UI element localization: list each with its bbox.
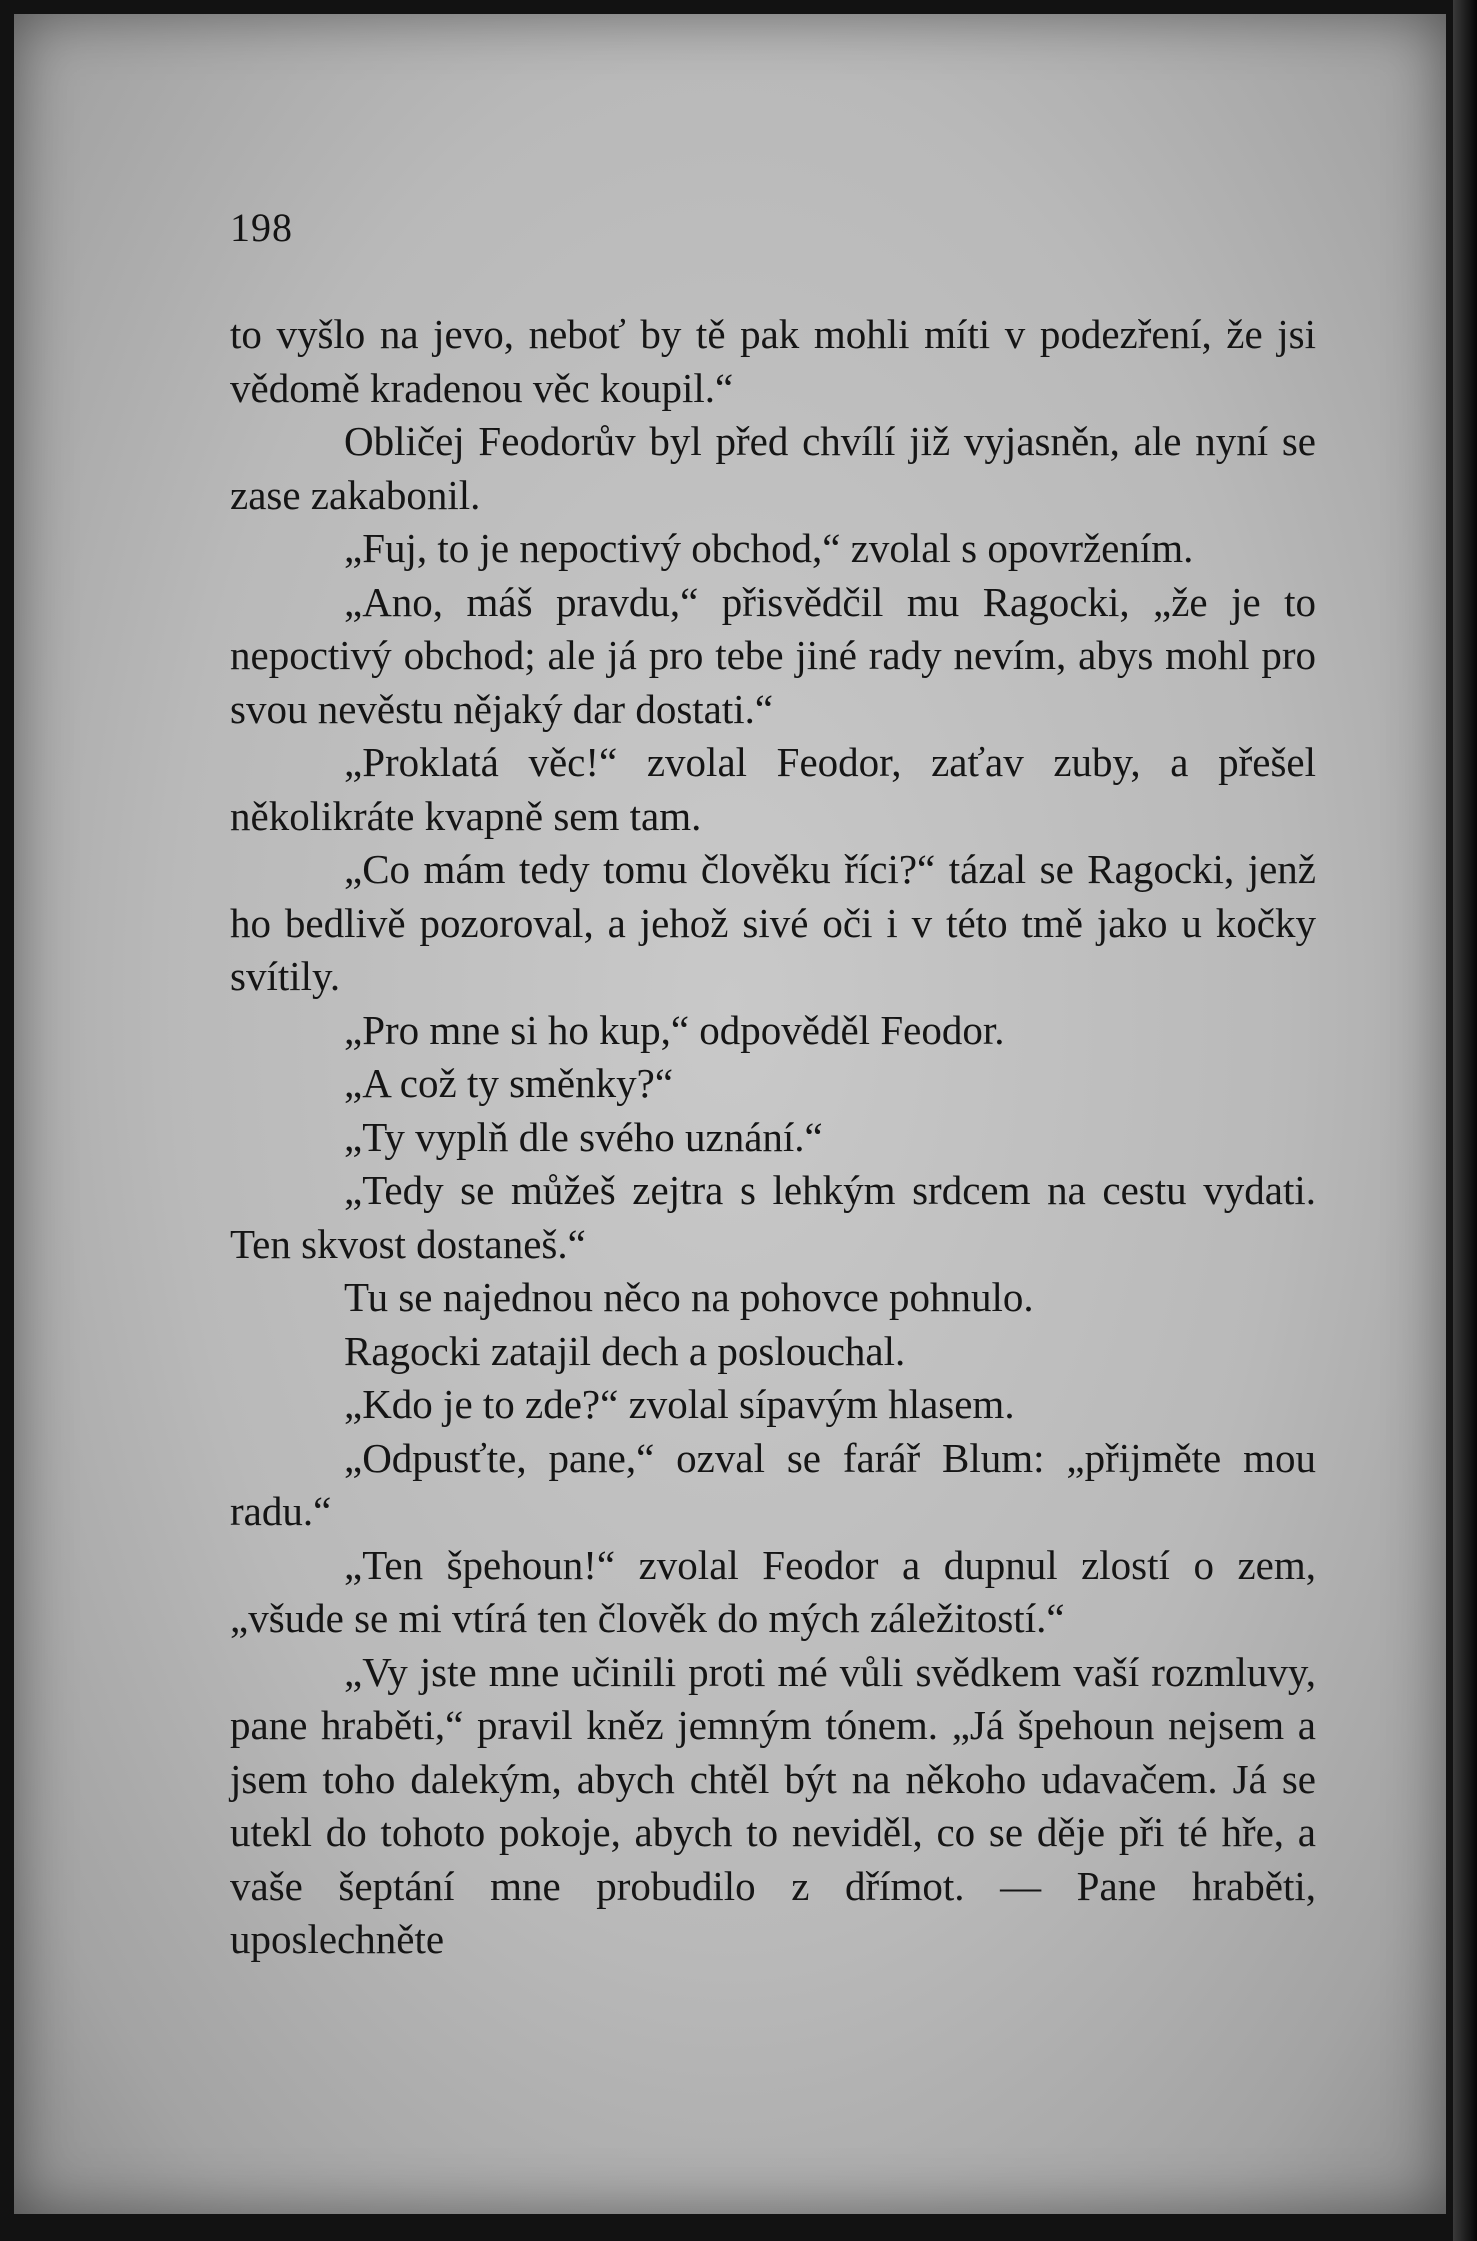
paragraph: „Odpusťte, pane,“ ozval se farář Blum: „přijměte mou radu.“ <box>230 1434 1316 1534</box>
paragraph: „Co mám tedy tomu člověku říci?“ tázal se Ragocki, jenž ho bedlivě pozoroval, a jehož sivé oči i v této tmě jako u kočky svítily. <box>230 846 1316 999</box>
paragraph: „Pro mne si ho kup,“ odpověděl Feodor. <box>344 1006 1005 1053</box>
page-edge-shadow <box>1453 0 1477 2241</box>
book-page <box>14 14 1446 2214</box>
page-text <box>230 308 1316 1967</box>
paragraph: „Kdo je to zde?“ zvolal sípavým hlasem. <box>344 1381 1015 1427</box>
paragraph: Obličej Feodorův byl před chvílí již vyjasněn, ale nyní se zase zakabonil. <box>230 418 1316 518</box>
paragraph: Ragocki zatajil dech a poslouchal. <box>344 1327 906 1374</box>
page-number: 198 <box>230 205 293 250</box>
paragraph: to vyšlo na jevo, neboť by tě pak mohli míti v podezření, že jsi vědomě kradenou věc koupil.“ <box>230 311 1316 411</box>
paragraph: Tu se najednou něco na pohovce pohnulo. <box>344 1274 1034 1320</box>
paragraph: „A což ty směnky?“ <box>344 1060 674 1106</box>
paragraph: „Vy jste mne učinili proti mé vůli svědkem vaší rozmluvy, pane hraběti,“ pravil kněz jemným tónem. „Já špehoun nejsem a jsem toho dalekým, abych chtěl být na někoho udavačem. Já se utekl do tohoto pokoje, abych to neviděl, co se děje při té hře, a vaše šeptání mne probudilo z dřímot. — Pane hraběti, uposlechněte <box>230 1648 1316 1962</box>
paragraph: „Ty vyplň dle svého uznání.“ <box>344 1113 823 1160</box>
paragraph: „Proklatá věc!“ zvolal Feodor, zaťav zuby, a přešel několikráte kvapně sem tam. <box>230 739 1316 839</box>
paragraph: „Tedy se můžeš zejtra s lehkým srdcem na cestu vydati. Ten skvost dostaneš.“ <box>230 1167 1316 1267</box>
paragraph: „Fuj, to je nepoctivý obchod,“ zvolal s opovržením. <box>344 525 1194 571</box>
paragraph: „Ten špehoun!“ zvolal Feodor a dupnul zlostí o zem, „všude se mi vtírá ten člověk do mých záležitostí.“ <box>230 1541 1316 1641</box>
paragraph: „Ano, máš pravdu,“ přisvědčil mu Ragocki, „že je to nepoctivý obchod; ale já pro tebe jiné rady nevím, abys mohl pro svou nevěstu nějaký dar dostati.“ <box>230 578 1316 732</box>
